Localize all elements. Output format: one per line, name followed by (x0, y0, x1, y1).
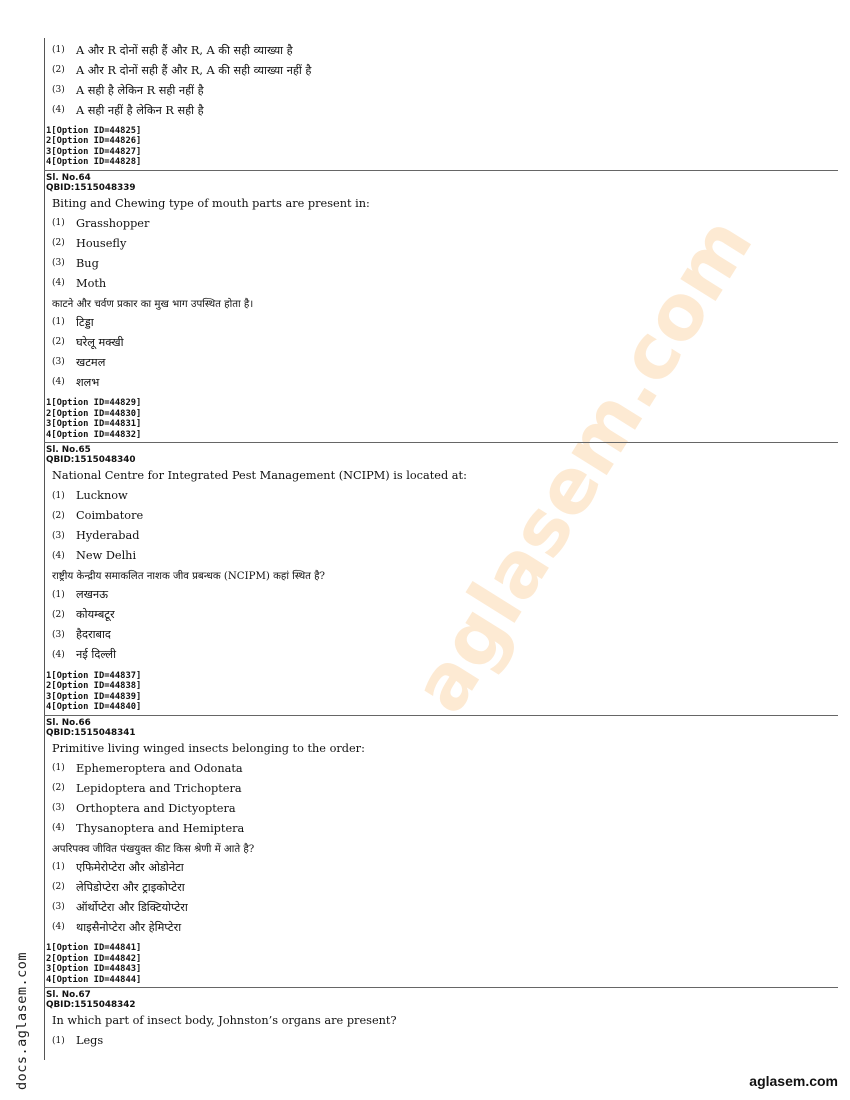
option-text: Thysanoptera and Hemiptera (76, 821, 245, 835)
option-id: 3[Option ID=44827] (46, 146, 142, 157)
option-row: (1) A और R दोनों सही हैं और R, A की सही व्याख्या है (52, 43, 293, 57)
qbid: QBID:1515048339 (46, 183, 136, 194)
option-row: (1) Grasshopper (52, 216, 150, 230)
option-id: 2[Option ID=44830] (46, 408, 142, 419)
question-block (46, 990, 838, 1051)
option-row: (4) थाइसैनोप्टेरा और हेमिप्टेरा (52, 920, 182, 934)
option-text: New Delhi (76, 549, 137, 563)
option-text: हैदराबाद (76, 628, 111, 642)
option-id: 3[Option ID=44831] (46, 419, 142, 430)
option-text: ऑर्थोप्टेरा और डिक्टियोप्टेरा (76, 900, 188, 914)
option-row: (2) Housefly (52, 236, 127, 250)
side-url: docs.aglasem.com (14, 951, 30, 1090)
option-row: (4) A सही नहीं है लेकिन R सही है (52, 103, 204, 117)
option-id: 1[Option ID=44825] (46, 126, 142, 136)
option-text: खटमल (76, 355, 106, 369)
option-text: Coimbatore (76, 509, 144, 523)
option-id: 4[Option ID=44832] (46, 429, 142, 440)
option-text: Grasshopper (76, 216, 150, 230)
option-row: (3) ऑर्थोप्टेरा और डिक्टियोप्टेरा (52, 900, 188, 914)
serial-number: Sl. No.66 (46, 717, 91, 728)
option-row: (2) Lepidoptera and Trichoptera (52, 781, 242, 795)
divider (44, 442, 838, 443)
option-id: 4[Option ID=44828] (46, 157, 142, 168)
option-id: 3[Option ID=44843] (46, 964, 142, 975)
option-row: (1) टिड्डा (52, 315, 94, 329)
option-ids (46, 943, 838, 985)
option-text: थाइसैनोप्टेरा और हेमिप्टेरा (76, 920, 182, 934)
option-id: 2[Option ID=44842] (46, 953, 142, 964)
brand-footer: aglasem.com (749, 1073, 838, 1089)
option-text: कोयम्बटूर (76, 608, 115, 622)
option-text: नई दिल्ली (76, 648, 117, 662)
option-text: Lepidoptera and Trichoptera (76, 781, 242, 795)
margin-line (44, 38, 45, 1060)
option-ids (46, 398, 838, 440)
option-text: Moth (76, 276, 107, 290)
question-text-hi: अपरिपक्व जीवित पंखयुक्त कीट किस श्रेणी में आते है? (52, 843, 255, 855)
question-text-en: Primitive living winged insects belonging to the order: (52, 741, 365, 755)
prev-question (46, 40, 838, 168)
option-text: A सही है लेकिन R सही नहीं है (76, 83, 204, 97)
qbid: QBID:1515048341 (46, 727, 136, 738)
option-row: (3) A सही है लेकिन R सही नहीं है (52, 83, 204, 97)
question-text-hi: राष्ट्रीय केन्द्रीय समाकलित नाशक जीव प्रबन्धक (NCIPM) कहां स्थित है? (52, 571, 326, 583)
option-text: Hyderabad (76, 529, 140, 543)
question-block (46, 718, 838, 985)
question-text-en: In which part of insect body, Johnston’s organs are present? (52, 1014, 397, 1028)
option-row: (3) हैदराबाद (52, 628, 111, 642)
option-row: (4) Moth (52, 276, 107, 290)
option-text: Orthoptera and Dictyoptera (76, 801, 236, 815)
serial-number: Sl. No.64 (46, 172, 91, 183)
option-text: Housefly (76, 236, 127, 250)
option-row: (2) घरेलू मक्खी (52, 335, 124, 349)
question-text-hi: काटने और चर्वण प्रकार का मुख भाग उपस्थित होता है। (52, 298, 254, 310)
option-ids (46, 126, 838, 168)
question-text-en: Biting and Chewing type of mouth parts are present in: (52, 196, 370, 210)
option-ids (46, 671, 838, 713)
option-text: शलभ (76, 375, 100, 389)
option-text: एफिमेरोप्टेरा और ओडोनेटा (76, 860, 184, 874)
divider (44, 715, 838, 716)
qbid: QBID:1515048340 (46, 455, 136, 466)
divider (44, 170, 838, 171)
option-text: लेपिडोप्टेरा और ट्राइकोप्टेरा (76, 880, 185, 894)
option-id: 1[Option ID=44841] (46, 943, 142, 954)
option-row: (3) Hyderabad (52, 529, 140, 543)
option-row: (2) कोयम्बटूर (52, 608, 115, 622)
option-row: (3) Bug (52, 256, 99, 270)
serial-number: Sl. No.67 (46, 989, 91, 1000)
option-id: 2[Option ID=44838] (46, 681, 142, 692)
option-text: A और R दोनों सही हैं और R, A की सही व्याख्या है (76, 43, 293, 57)
option-row: (4) नई दिल्ली (52, 648, 117, 662)
question-text-en: National Centre for Integrated Pest Management (NCIPM) is located at: (52, 469, 467, 483)
option-text: Lucknow (76, 489, 128, 503)
option-text: A और R दोनों सही हैं और R, A की सही व्याख्या नहीं है (76, 63, 312, 77)
option-row: (1) एफिमेरोप्टेरा और ओडोनेटा (52, 860, 184, 874)
option-id: 4[Option ID=44844] (46, 974, 142, 985)
option-row: (3) खटमल (52, 355, 106, 369)
option-row: (4) New Delhi (52, 549, 137, 563)
option-id: 1[Option ID=44837] (46, 670, 142, 681)
question-block (46, 173, 838, 440)
option-text: लखनऊ (76, 588, 109, 602)
option-row: (2) लेपिडोप्टेरा और ट्राइकोप्टेरा (52, 880, 185, 894)
page-content (46, 40, 838, 1065)
option-row: (1) Legs (52, 1034, 104, 1048)
question-block (46, 445, 838, 712)
serial-number: Sl. No.65 (46, 445, 91, 456)
option-text: A सही नहीं है लेकिन R सही है (76, 103, 204, 117)
option-id: 2[Option ID=44826] (46, 136, 142, 147)
option-row: (1) लखनऊ (52, 588, 109, 602)
option-row: (2) A और R दोनों सही हैं और R, A की सही व्याख्या नहीं है (52, 63, 312, 77)
option-text: घरेलू मक्खी (76, 335, 124, 349)
option-id: 1[Option ID=44829] (46, 398, 142, 409)
option-row: (2) Coimbatore (52, 509, 144, 523)
option-text: टिड्डा (76, 315, 94, 329)
option-id: 4[Option ID=44840] (46, 702, 142, 713)
option-row: (1) Ephemeroptera and Odonata (52, 761, 243, 775)
option-text: Ephemeroptera and Odonata (76, 761, 243, 775)
option-row: (4) शलभ (52, 375, 100, 389)
option-row: (1) Lucknow (52, 489, 128, 503)
divider (44, 987, 838, 988)
option-row: (4) Thysanoptera and Hemiptera (52, 821, 245, 835)
option-id: 3[Option ID=44839] (46, 691, 142, 702)
option-text: Legs (76, 1034, 104, 1048)
watermark: aglasem.com (394, 201, 770, 728)
qbid: QBID:1515048342 (46, 1000, 136, 1011)
option-row: (3) Orthoptera and Dictyoptera (52, 801, 236, 815)
option-text: Bug (76, 256, 99, 270)
